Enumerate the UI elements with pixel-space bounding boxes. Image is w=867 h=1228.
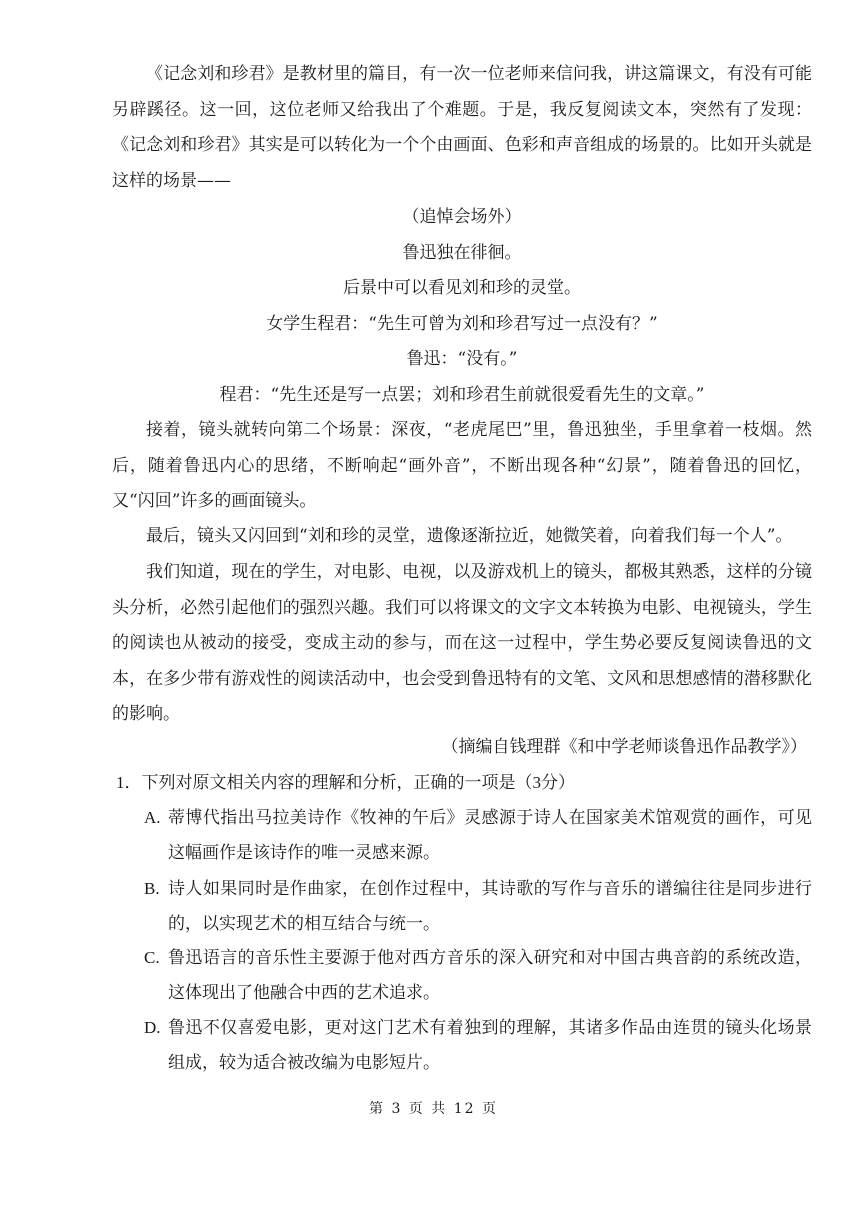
scene-line: 后景中可以看见刘和珍的灵堂。 [343, 278, 581, 298]
question-stem: 1．下列对原文相关内容的理解和分析，正确的一项是（3分） [116, 773, 575, 792]
option-letter: D. [144, 1018, 161, 1037]
scene-line: 女学生程君：“先生可曾为刘和珍君写过一点没有？” [266, 314, 658, 334]
passage-paragraph-2: 接着，镜头就转向第二个场景：深夜，“老虎尾巴”里，鲁迅独坐，手里拿着一枝烟。然后，随着鲁迅内心的思绪，不断响起“画外音”，不断出现各种“幻景”，随着鲁迅的回忆，又“闪回”许多的画面镜头。 [112, 420, 812, 511]
scene-line: 程君：“先生还是写一点罢；刘和珍君生前就很爱看先生的文章。” [219, 385, 705, 405]
option-text: 蒂博代指出马拉美诗作《牧神的午后》灵感源于诗人在国家美术馆观赏的画作，可见这幅画作是该诗作的唯一灵感来源。 [168, 808, 812, 862]
passage-paragraph-4: 我们知道，现在的学生，对电影、电视，以及游戏机上的镜头，都极其熟悉，这样的分镜头分析，必然引起他们的强烈兴趣。我们可以将课文的文字文本转换为电影、电视镜头，学生的阅读也从被动的接受，变成主动的参与，而在这一过程中，学生势必要反复阅读鲁迅的文本，在多少带有游戏性的阅读活动中，也会受到鲁迅特有的文笔、文风和思想感情的潜移默化的影响。 [112, 562, 812, 724]
scene-line: 鲁迅独在徘徊。 [402, 243, 522, 263]
option-c [144, 940, 812, 1010]
option-d [144, 1010, 812, 1080]
option-text: 鲁迅不仅喜爱电影，更对这门艺术有着独到的理解，其诸多作品由连贯的镜头化场景组成，较为适合被改编为电影短片。 [168, 1018, 812, 1072]
option-letter: A. [144, 808, 161, 827]
passage-source: （摘编自钱理群《和中学老师谈鲁迅作品教学》） [441, 737, 807, 757]
scene-line: （追悼会场外） [402, 207, 522, 227]
scene-line: 鲁迅：“没有。” [406, 349, 518, 369]
option-letter: B. [144, 879, 160, 898]
page-number: 第 3 页 共 12 页 [369, 1101, 498, 1117]
passage-paragraph-1: 《记念刘和珍君》是教材里的篇目，有一次一位老师来信问我，讲这篇课文，有没有可能另辟蹊径。这一回，这位老师又给我出了个难题。于是，我反复阅读文本，突然有了发现：《记念刘和珍君》其实是可以转化为一个个由画面、色彩和声音组成的场景的。比如开头就是这样的场景—— [112, 64, 812, 191]
option-letter: C. [144, 948, 160, 967]
passage-paragraph-3: 最后，镜头又闪回到“刘和珍的灵堂，遗像逐渐拉近，她微笑着，向着我们每一个人”。 [146, 526, 793, 546]
option-a [144, 800, 812, 870]
option-b [144, 871, 812, 941]
option-text: 诗人如果同时是作曲家，在创作过程中，其诗歌的写作与音乐的谱编往往是同步进行的，以实现艺术的相互结合与统一。 [168, 879, 812, 933]
option-text: 鲁迅语言的音乐性主要源于他对西方音乐的深入研究和对中国古典音韵的系统改造，这体现出了他融合中西的艺术追求。 [168, 948, 812, 1002]
